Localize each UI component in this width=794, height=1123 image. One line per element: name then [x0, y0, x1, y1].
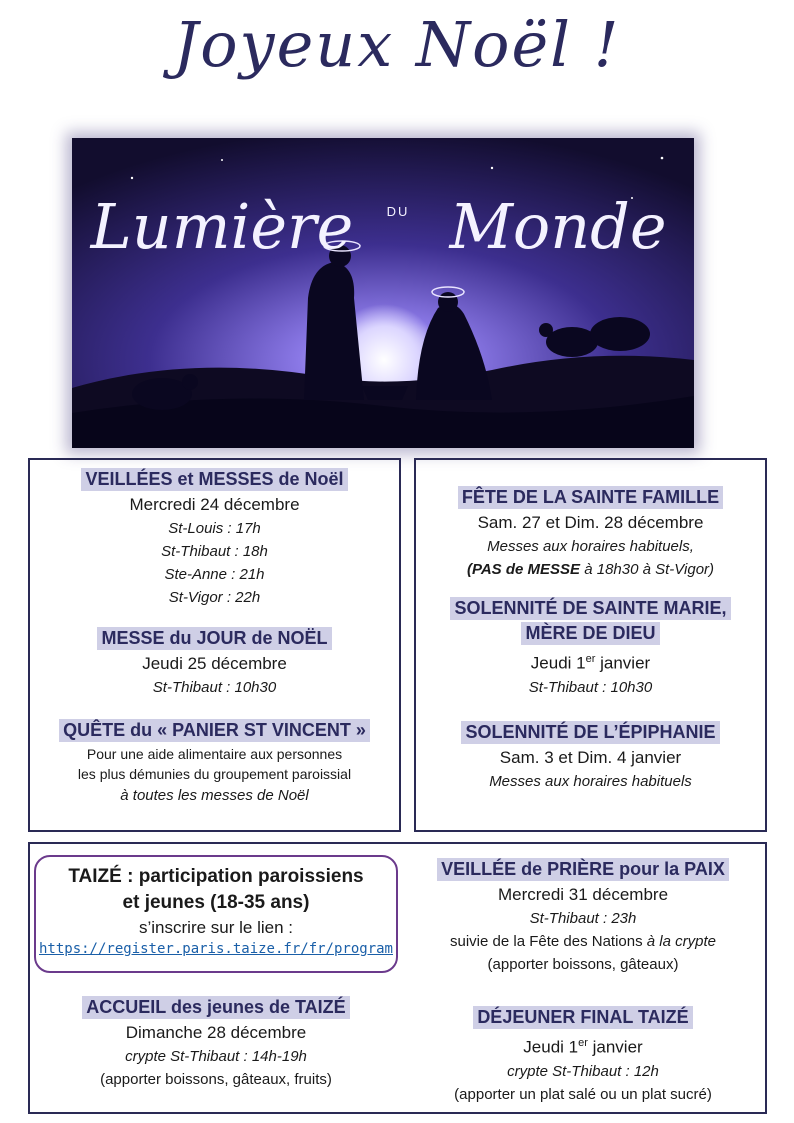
messe-jour-time: St-Thibaut : 10h30 — [152, 679, 277, 696]
banner-word-monde: Monde — [449, 190, 667, 263]
accueil-section — [34, 996, 398, 1092]
section-title-quete: QUÊTE du « PANIER ST VINCENT » — [59, 719, 370, 742]
pas-de-messe-rest: à 18h30 à St-Vigor) — [580, 561, 715, 578]
veillee-priere-section — [408, 858, 758, 977]
accueil-date: Dimanche 28 décembre — [125, 1023, 307, 1042]
section-title-dejeuner: DÉJEUNER FINAL TAIZÉ — [473, 1006, 692, 1029]
section-title-messe-jour: MESSE du JOUR de NOËL — [97, 627, 331, 650]
quete-line-1: Pour une aide alimentaire aux personnes — [86, 746, 343, 762]
sainte-marie-date: Jeudi 1er janvier — [530, 653, 651, 673]
quete-line-2: les plus démunies du groupement paroissial — [77, 766, 352, 782]
nativity-banner — [72, 138, 694, 448]
dejeuner-time: crypte St-Thibaut : 12h — [507, 1062, 659, 1080]
veillees-date: Mercredi 24 décembre — [129, 495, 300, 514]
time-st-vigor: St-Vigor : 22h — [168, 589, 261, 606]
section-title-epiphanie: SOLENNITÉ DE L’ÉPIPHANIE — [461, 721, 719, 744]
banner-word-du: DU — [386, 204, 410, 219]
dejeuner-note: (apporter un plat salé ou un plat sucré) — [454, 1085, 712, 1103]
taize-line-1: TAIZÉ : participation paroissiens — [68, 866, 364, 887]
page-title: Joyeux Noël ! — [173, 8, 621, 81]
taize-line-3: s’inscrire sur le lien : — [139, 918, 293, 937]
sainte-famille-date: Sam. 27 et Dim. 28 décembre — [477, 513, 704, 532]
section-title-sainte-marie-2: MÈRE DE DIEU — [521, 622, 659, 645]
epiphanie-note: Messes aux horaires habituels — [489, 772, 692, 790]
dejeuner-section — [408, 1006, 758, 1107]
section-title-veillees: VEILLÉES et MESSES de Noël — [81, 468, 347, 491]
sainte-marie-time: St-Thibaut : 10h30 — [528, 678, 653, 696]
time-ste-anne: Ste-Anne : 21h — [164, 566, 265, 583]
dejeuner-date: Jeudi 1er janvier — [523, 1037, 643, 1057]
section-title-sainte-marie-1: SOLENNITÉ DE SAINTE MARIE, — [450, 597, 730, 620]
veillee-priere-time: St-Thibaut : 23h — [529, 910, 637, 927]
accueil-time: crypte St-Thibaut : 14h-19h — [125, 1048, 307, 1065]
taize-register-link[interactable]: https://register.paris.taize.fr/fr/program — [38, 941, 393, 957]
feasts-box — [414, 458, 767, 832]
accueil-note: (apporter boissons, gâteaux, fruits) — [100, 1071, 332, 1088]
sainte-famille-note-2 — [416, 558, 765, 581]
pas-de-messe: (PAS de MESSE — [466, 561, 581, 578]
christmas-masses-box — [28, 458, 401, 832]
veillee-priere-follow: suivie de la Fête des Nations à la crypte — [450, 933, 716, 950]
time-st-thibaut: St-Thibaut : 18h — [161, 543, 268, 560]
epiphanie-date: Sam. 3 et Dim. 4 janvier — [499, 747, 682, 767]
section-title-accueil: ACCUEIL des jeunes de TAIZÉ — [82, 996, 349, 1019]
quete-line-3: à toutes les messes de Noël — [120, 787, 309, 804]
section-title-sainte-famille: FÊTE DE LA SAINTE FAMILLE — [458, 486, 723, 509]
sainte-famille-note: Messes aux horaires habituels, — [487, 538, 694, 555]
banner-word-lumiere: Lumière — [90, 190, 354, 263]
section-title-veillee-priere: VEILLÉE de PRIÈRE pour la PAIX — [437, 858, 729, 881]
taize-line-2: et jeunes (18-35 ans) — [122, 892, 310, 913]
veillee-priere-date: Mercredi 31 décembre — [497, 885, 669, 904]
veillee-priere-note: (apporter boissons, gâteaux) — [487, 956, 679, 973]
time-st-louis: St-Louis : 17h — [168, 520, 261, 537]
messe-jour-date: Jeudi 25 décembre — [142, 654, 287, 673]
taize-registration-card — [34, 855, 398, 973]
